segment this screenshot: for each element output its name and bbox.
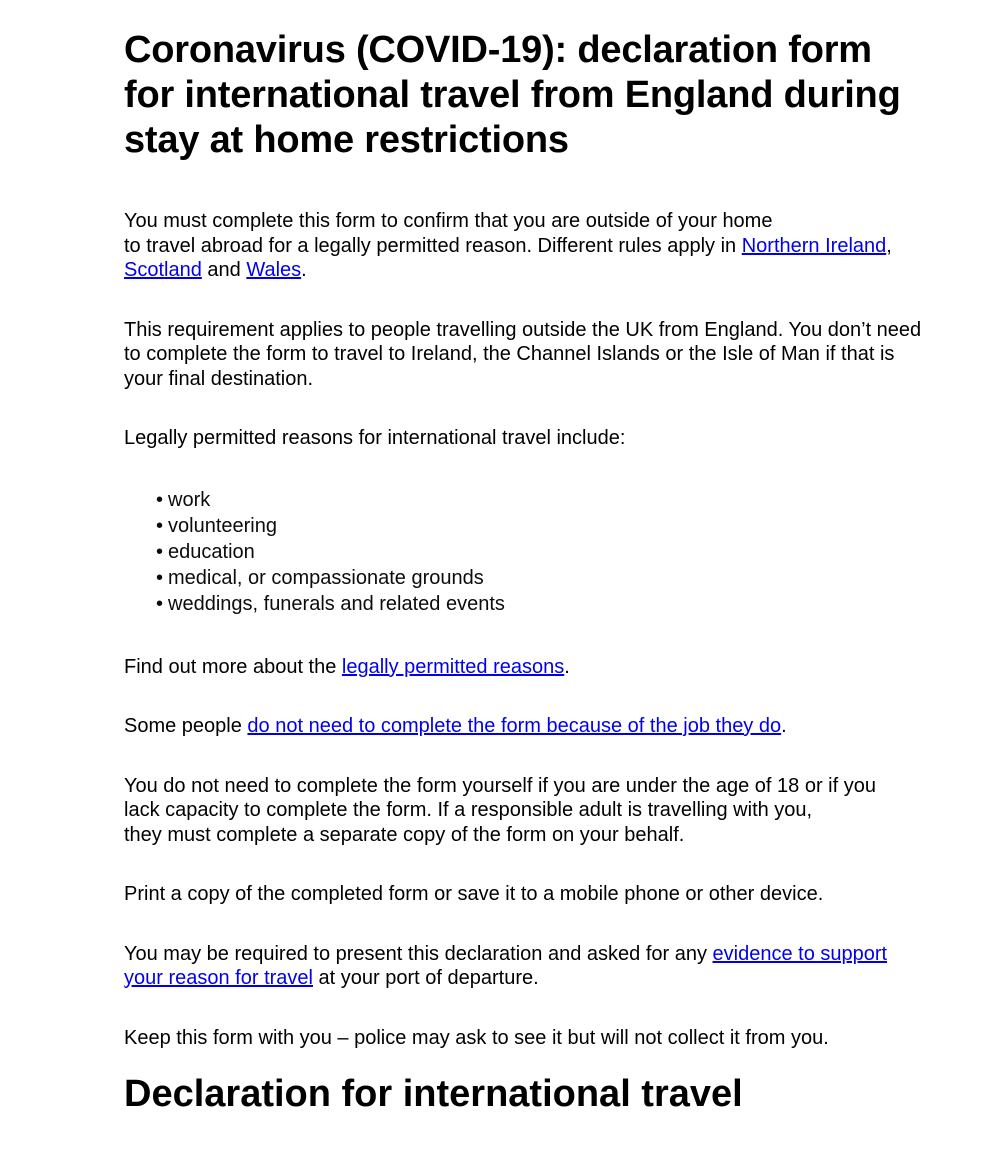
declaration-heading: Declaration for international travel [124,1073,743,1115]
intro-separator-2: and [201,259,247,281]
present-text: You may be required to present this declaration and asked for any [124,942,713,965]
present-end: at your port of departure. [312,967,539,989]
some-people-paragraph [124,714,924,739]
find-out-paragraph [124,655,924,680]
find-out-end: . [564,655,570,678]
intro-text: to travel abroad for a legally permitted reason. Different rules apply in [124,234,742,257]
job-exemption-link[interactable]: do not need to complete the form because of the job they do [247,715,782,737]
under-18-paragraph [124,774,924,848]
list-item: • work [156,487,924,513]
present-declaration-paragraph [124,942,924,991]
requirement-paragraph: This requirement applies to people travelling outside the UK from England. You don’t need to complete the form to travel to Ireland, the Channel Islands or the Isle of Man if that is your final destination. [124,318,922,390]
under-18-line-1: You do not need to complete the form yourself if you are under the age of 18 or if you [124,774,876,797]
evidence-link[interactable]: evidence to support your reason for travel [124,942,888,989]
list-item: • volunteering [156,513,924,539]
list-item: • medical, or compassionate grounds [156,565,924,591]
intro-line-1: You must complete this form to confirm that you are outside of your home [124,210,773,232]
scotland-link[interactable]: Scotland [124,259,202,281]
reasons-list [156,487,924,617]
some-people-text: Some people [124,715,248,737]
intro-separator-1: , [886,234,892,257]
legally-permitted-reasons-link[interactable]: legally permitted reasons [341,655,565,678]
keep-form-paragraph: Keep this form with you – police may ask to see it but will not collect it from you. [124,1026,829,1049]
northern-ireland-link[interactable]: Northern Ireland [741,234,887,257]
intro-end: . [301,259,307,281]
page-title: Coronavirus (COVID-19): declaration form for international travel from England during stay at home restrictions [124,29,901,161]
under-18-line-3: they must complete a separate copy of the form on your behalf. [124,823,685,846]
find-out-text: Find out more about the [124,655,342,678]
wales-link[interactable]: Wales [246,259,302,281]
list-item: • education [156,539,924,565]
list-item: • weddings, funerals and related events [156,591,924,617]
page-content [124,28,924,1117]
intro-paragraph [124,209,924,283]
some-people-end: . [781,715,787,737]
under-18-line-2: lack capacity to complete the form. If a responsible adult is travelling with you, [124,799,813,821]
print-copy-paragraph: Print a copy of the completed form or save it to a mobile phone or other device. [124,883,824,905]
reasons-heading: Legally permitted reasons for international travel include: [124,427,626,449]
